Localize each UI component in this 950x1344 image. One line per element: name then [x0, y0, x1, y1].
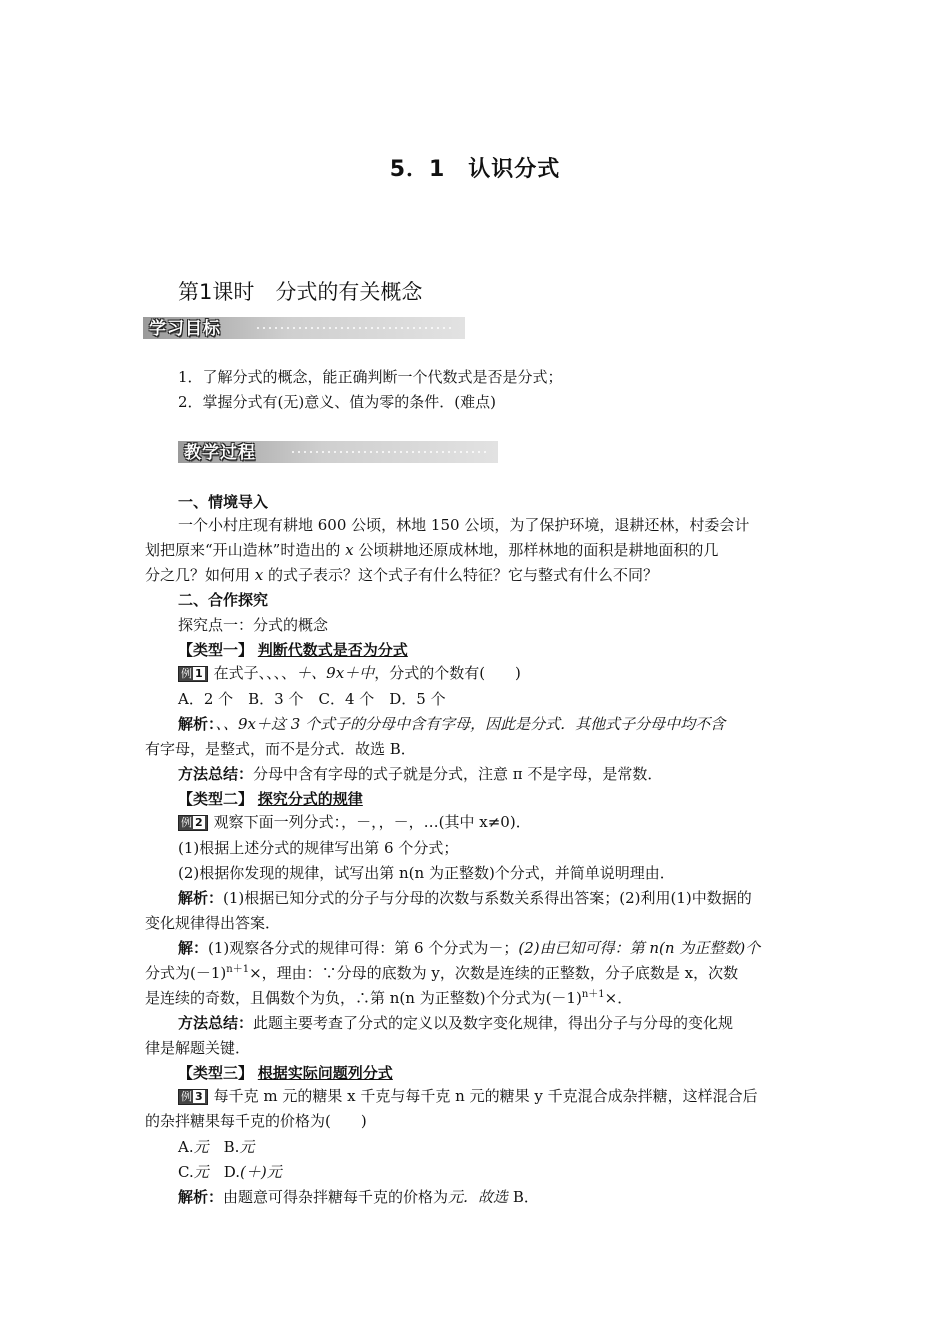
example2-summary-cont: 律是解题关键． [145, 1039, 251, 1057]
explore-point: 探究点一：分式的概念 [178, 616, 329, 634]
example2-part2: (2)根据你发现的规律，试写出第 n(n 为正整数)个分式，并简单说明理由． [178, 864, 675, 882]
example1-solution-cont: 有字母，是整式，而不是分式．故选 B． [145, 740, 416, 758]
objective-1: 1．了解分式的概念，能正确判断一个代数式是否是分式； [178, 368, 563, 386]
objectives-banner [143, 317, 465, 339]
example-badge: 例 3 [178, 1089, 208, 1105]
section2-heading: 二、合作探究 [178, 591, 269, 609]
paragraph-line: 划把原来“开山造林”时造出的 x 公顷耕地还原成林地，那样林地的面积是耕地面积的几 [145, 541, 719, 559]
example2-solution-cont: 分式为$(-1)^{n+1}\times$，理由：∵分母的底数为 y，次数是连续的正整数，分子底数是 x，次数 [145, 964, 739, 982]
example2-solution-cont: 是连续的奇数，且偶数个为负，∴第 n(n 为正整数)个分式为$(-1)^{n+1}\times$． [145, 989, 633, 1007]
objective-2: 2．掌握分式有(无)意义、值为零的条件．(难点) [178, 393, 496, 411]
lesson-title: 第1课时 分式的有关概念 [178, 280, 423, 304]
example2-solution: 解：(1)观察各分式的规律可得：第 6 个分式为－；(2)由已知可得：第 n(n 为正整数)个 [178, 939, 761, 957]
example3-question: 例 3 每千克 m 元的糖果 x 千克与每千克 n 元的糖果 y 千克混合成杂拌糖，这样混合后 [178, 1084, 758, 1108]
type1-heading: 【类型一】 判断代数式是否为分式 [178, 641, 408, 659]
type2-heading: 【类型二】 探究分式的规律 [178, 790, 363, 808]
example2-analysis: 解析：(1)根据已知分式的分子与分母的次数与系数关系得出答案；(2)利用(1)中数据的 [178, 889, 752, 907]
type3-heading: 【类型三】 根据实际问题列分式 [178, 1064, 393, 1082]
example2-summary: 方法总结：此题主要考查了分式的定义以及数字变化规律，得出分子与分母的变化规 [178, 1014, 734, 1032]
process-banner-label: 教学过程 [184, 443, 256, 463]
example1-options: A．2 个 B．3 个 C．4 个 D．5 个 [178, 690, 446, 708]
example3-question-cont: 的杂拌糖果每千克的价格为( ) [145, 1112, 367, 1130]
example2-analysis-cont: 变化规律得出答案． [145, 914, 281, 932]
section1-heading: 一、情境导入 [178, 493, 269, 511]
dotted-line-decoration [290, 451, 486, 453]
paragraph-line: 分之几？如何用 x 的式子表示？这个式子有什么特征？它与整式有什么不同？ [145, 566, 659, 584]
objectives-banner-label: 学习目标 [149, 319, 221, 339]
example1-summary: 方法总结：分母中含有字母的式子就是分式，注意 π 不是字母，是常数． [178, 765, 663, 783]
chapter-title: 5．1 认识分式 [389, 157, 561, 182]
example3-options-ab: A.元 B.元 [178, 1138, 255, 1156]
paragraph-line: 一个小村庄现有耕地 600 公顷，林地 150 公顷，为了保护环境，退耕还林，村委会计 [178, 516, 750, 534]
example2-question: 例 2 观察下面一列分式：，－，，－，…(其中 x≠0)． [178, 810, 531, 834]
process-banner [178, 441, 498, 463]
example1-solution: 解析：、、9x＋这 3 个式子的分母中含有字母，因此是分式．其他式子分母中均不含 [178, 715, 726, 733]
example2-part1: (1)根据上述分式的规律写出第 6 个分式； [178, 839, 459, 857]
dotted-line-decoration [255, 327, 455, 329]
example-badge: 例 1 [178, 666, 208, 682]
example-badge: 例 2 [178, 815, 208, 831]
example1-question: 例 1 在式子、、、、＋、9x＋中，分式的个数有( ) [178, 661, 521, 685]
example3-solution: 解析：由题意可得杂拌糖每千克的价格为元．故选 B． [178, 1188, 539, 1206]
example3-options-cd: C.元 D.(＋)元 [178, 1163, 282, 1181]
